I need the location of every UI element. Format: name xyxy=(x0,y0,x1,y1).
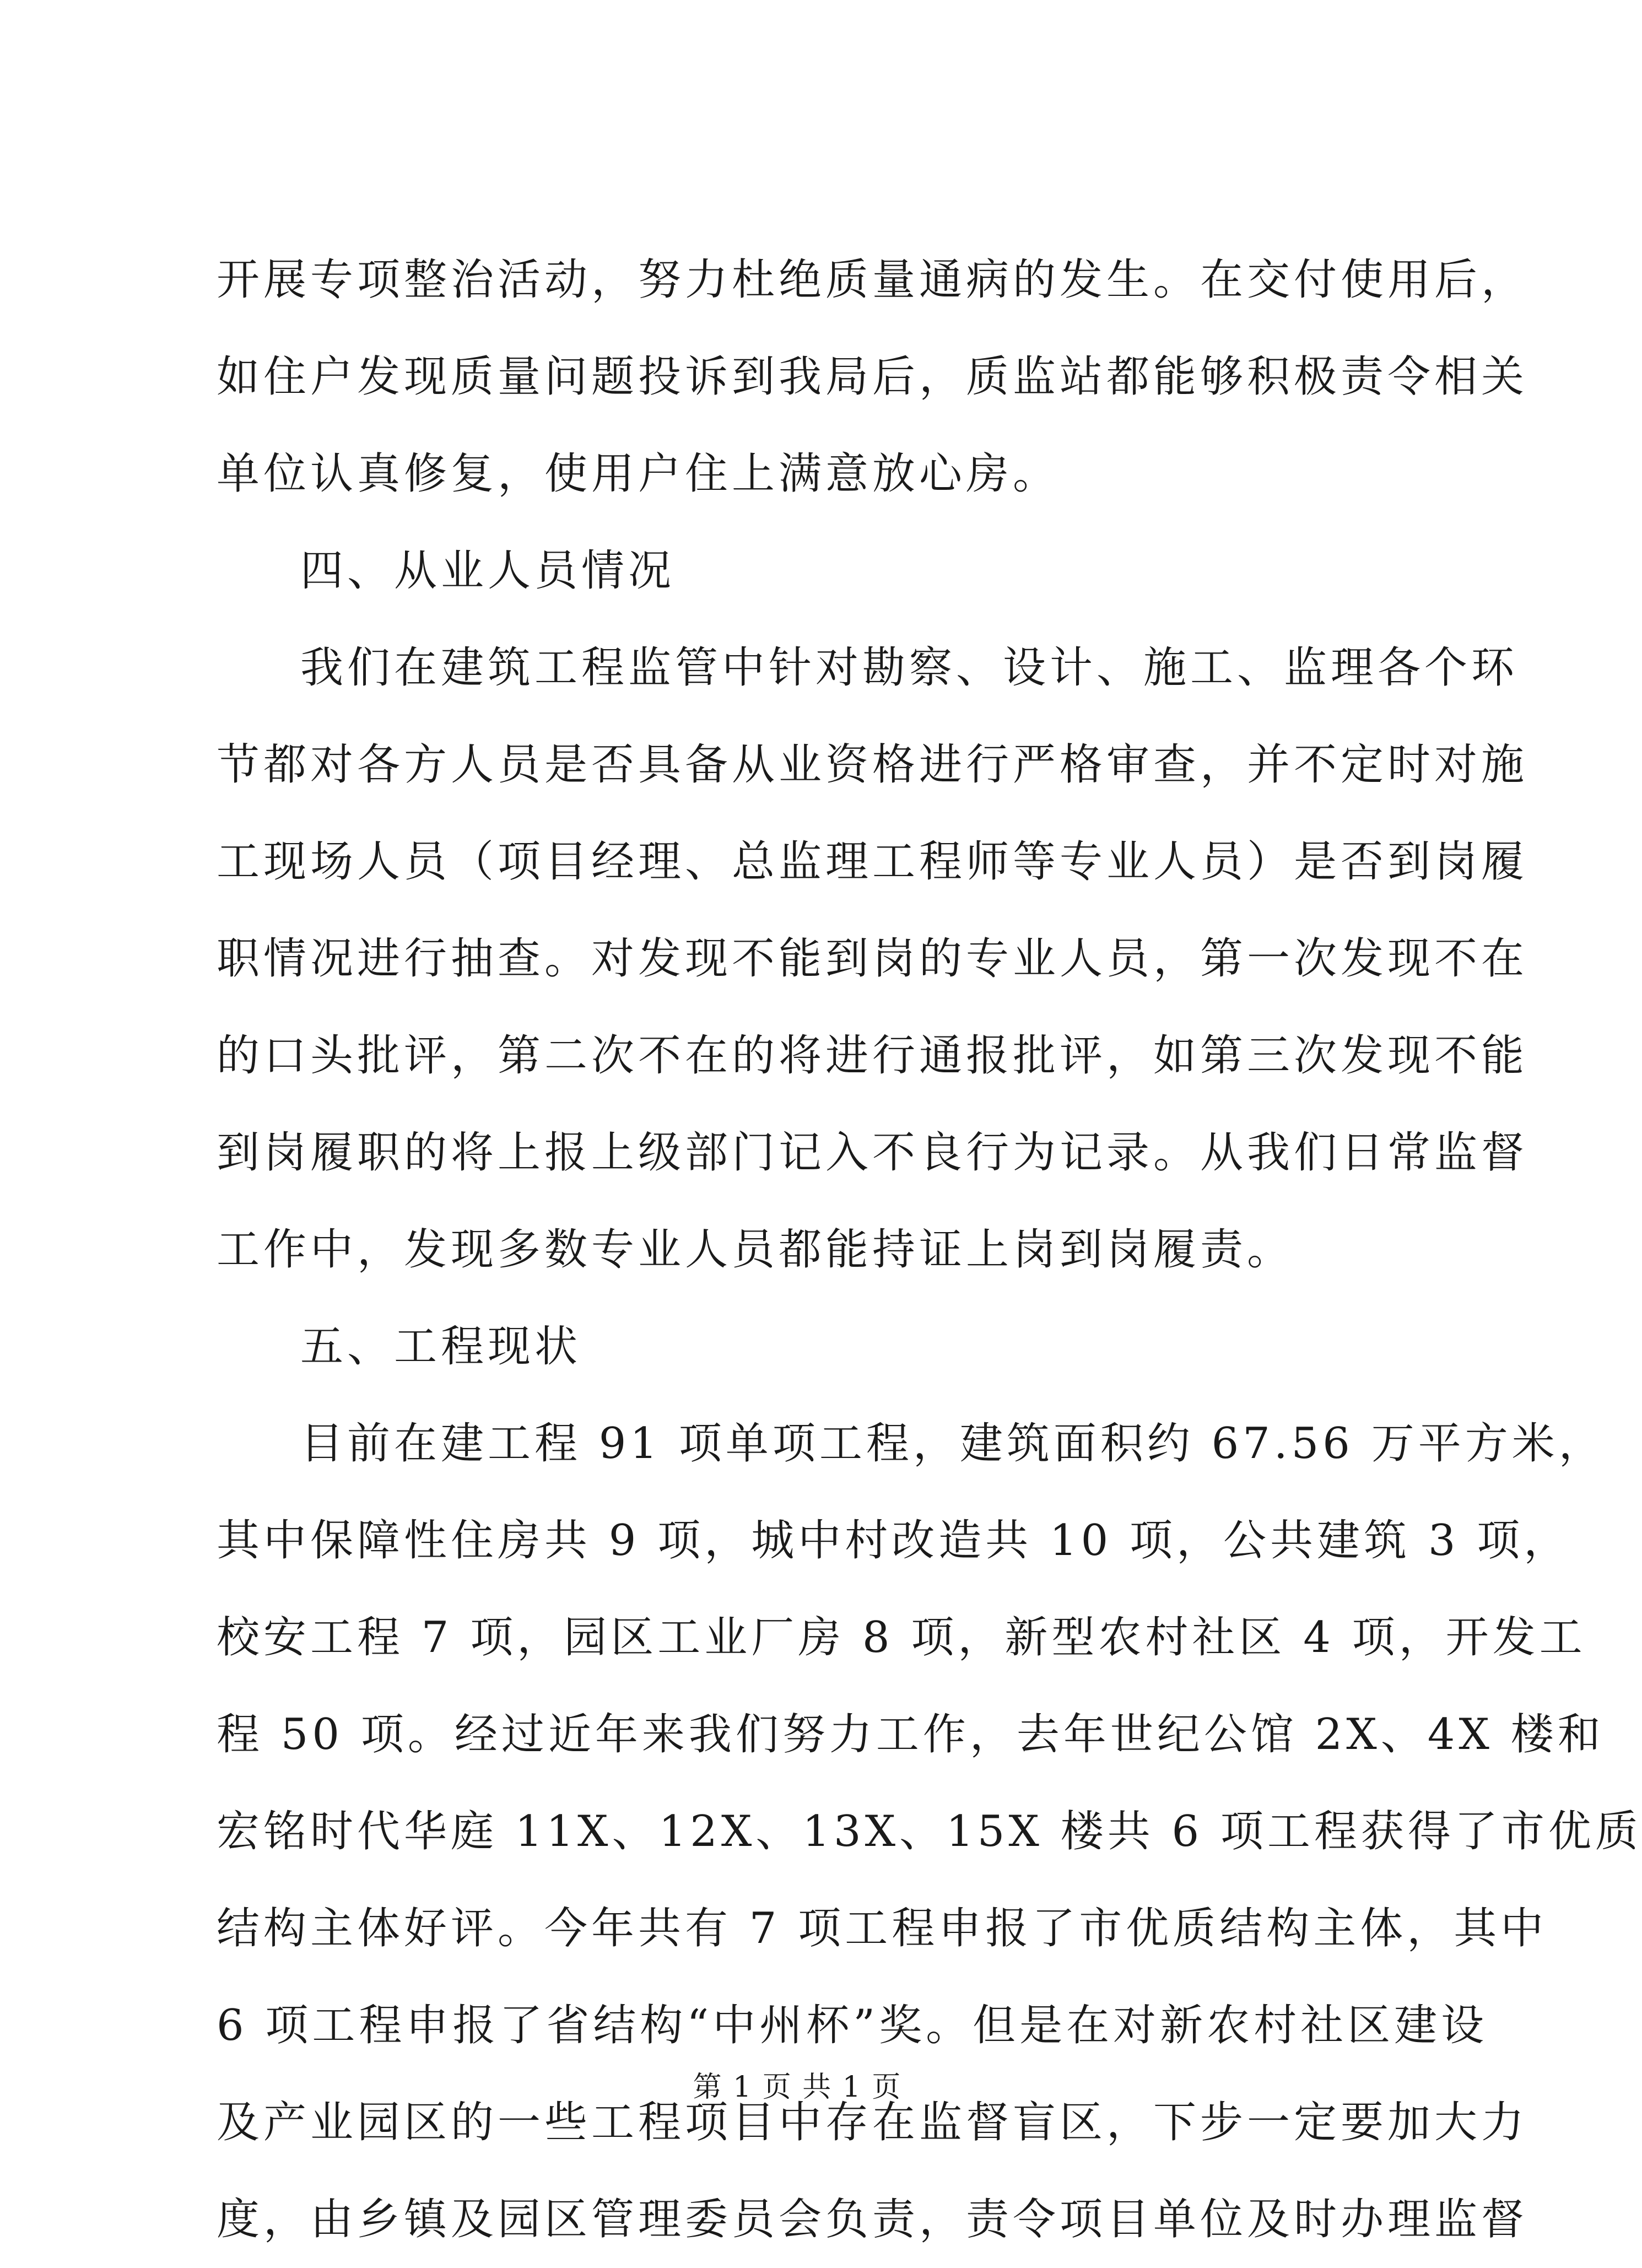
text-line: 单位认真修复，使用户住上满意放心房。 xyxy=(217,449,1060,499)
text-line: 五、工程现状 xyxy=(300,1322,582,1371)
text-line: 及产业园区的一些工程项目中存在监督盲区，下步一定要加大力 xyxy=(217,2098,1528,2147)
text-line: 开展专项整治活动，努力杜绝质量通病的发生。在交付使用后， xyxy=(217,255,1528,305)
text-line: 6 项工程申报了省结构“中州杯”奖。但是在对新农村社区建设 xyxy=(217,2001,1488,2050)
text-line: 宏铭时代华庭 11X、12X、13X、15X 楼共 6 项工程获得了市优质 xyxy=(217,1807,1642,1856)
text-line: 四、从业人员情况 xyxy=(300,546,676,596)
text-line: 结构主体好评。今年共有 7 项工程申报了市优质结构主体，其中 xyxy=(217,1904,1548,1953)
text-line: 如住户发现质量问题投诉到我局后，质监站都能够积极责令相关 xyxy=(217,352,1528,402)
page-footer: 第 1 页 共 1 页 xyxy=(693,2071,902,2104)
text-line: 节都对各方人员是否具备从业资格进行严格审查，并不定时对施 xyxy=(217,740,1528,790)
text-line: 目前在建工程 91 项单项工程，建筑面积约 67.56 万平方米， xyxy=(300,1419,1606,1468)
text-line: 到岗履职的将上报上级部门记入不良行为记录。从我们日常监督 xyxy=(217,1128,1528,1178)
text-line: 职情况进行抽查。对发现不能到岗的专业人员，第一次发现不在 xyxy=(217,934,1528,984)
text-line: 我们在建筑工程监管中针对勘察、设计、施工、监理各个环 xyxy=(300,643,1519,693)
text-line: 的口头批评，第二次不在的将进行通报批评，如第三次发现不能 xyxy=(217,1031,1528,1081)
document-body xyxy=(217,231,1642,2268)
text-line: 工作中，发现多数专业人员都能持证上岗到岗履责。 xyxy=(217,1225,1294,1275)
text-line: 度，由乡镇及园区管理委员会负责，责令项目单位及时办理监督 xyxy=(217,2195,1528,2244)
text-line: 校安工程 7 项，园区工业厂房 8 项，新型农村社区 4 项，开发工 xyxy=(217,1613,1586,1662)
text-line: 工现场人员（项目经理、总监理工程师等专业人员）是否到岗履 xyxy=(217,837,1528,887)
text-line: 其中保障性住房共 9 项，城中村改造共 10 项，公共建筑 3 项， xyxy=(217,1516,1571,1565)
text-line: 程 50 项。经过近年来我们努力工作，去年世纪公馆 2X、4X 楼和 xyxy=(217,1710,1605,1759)
